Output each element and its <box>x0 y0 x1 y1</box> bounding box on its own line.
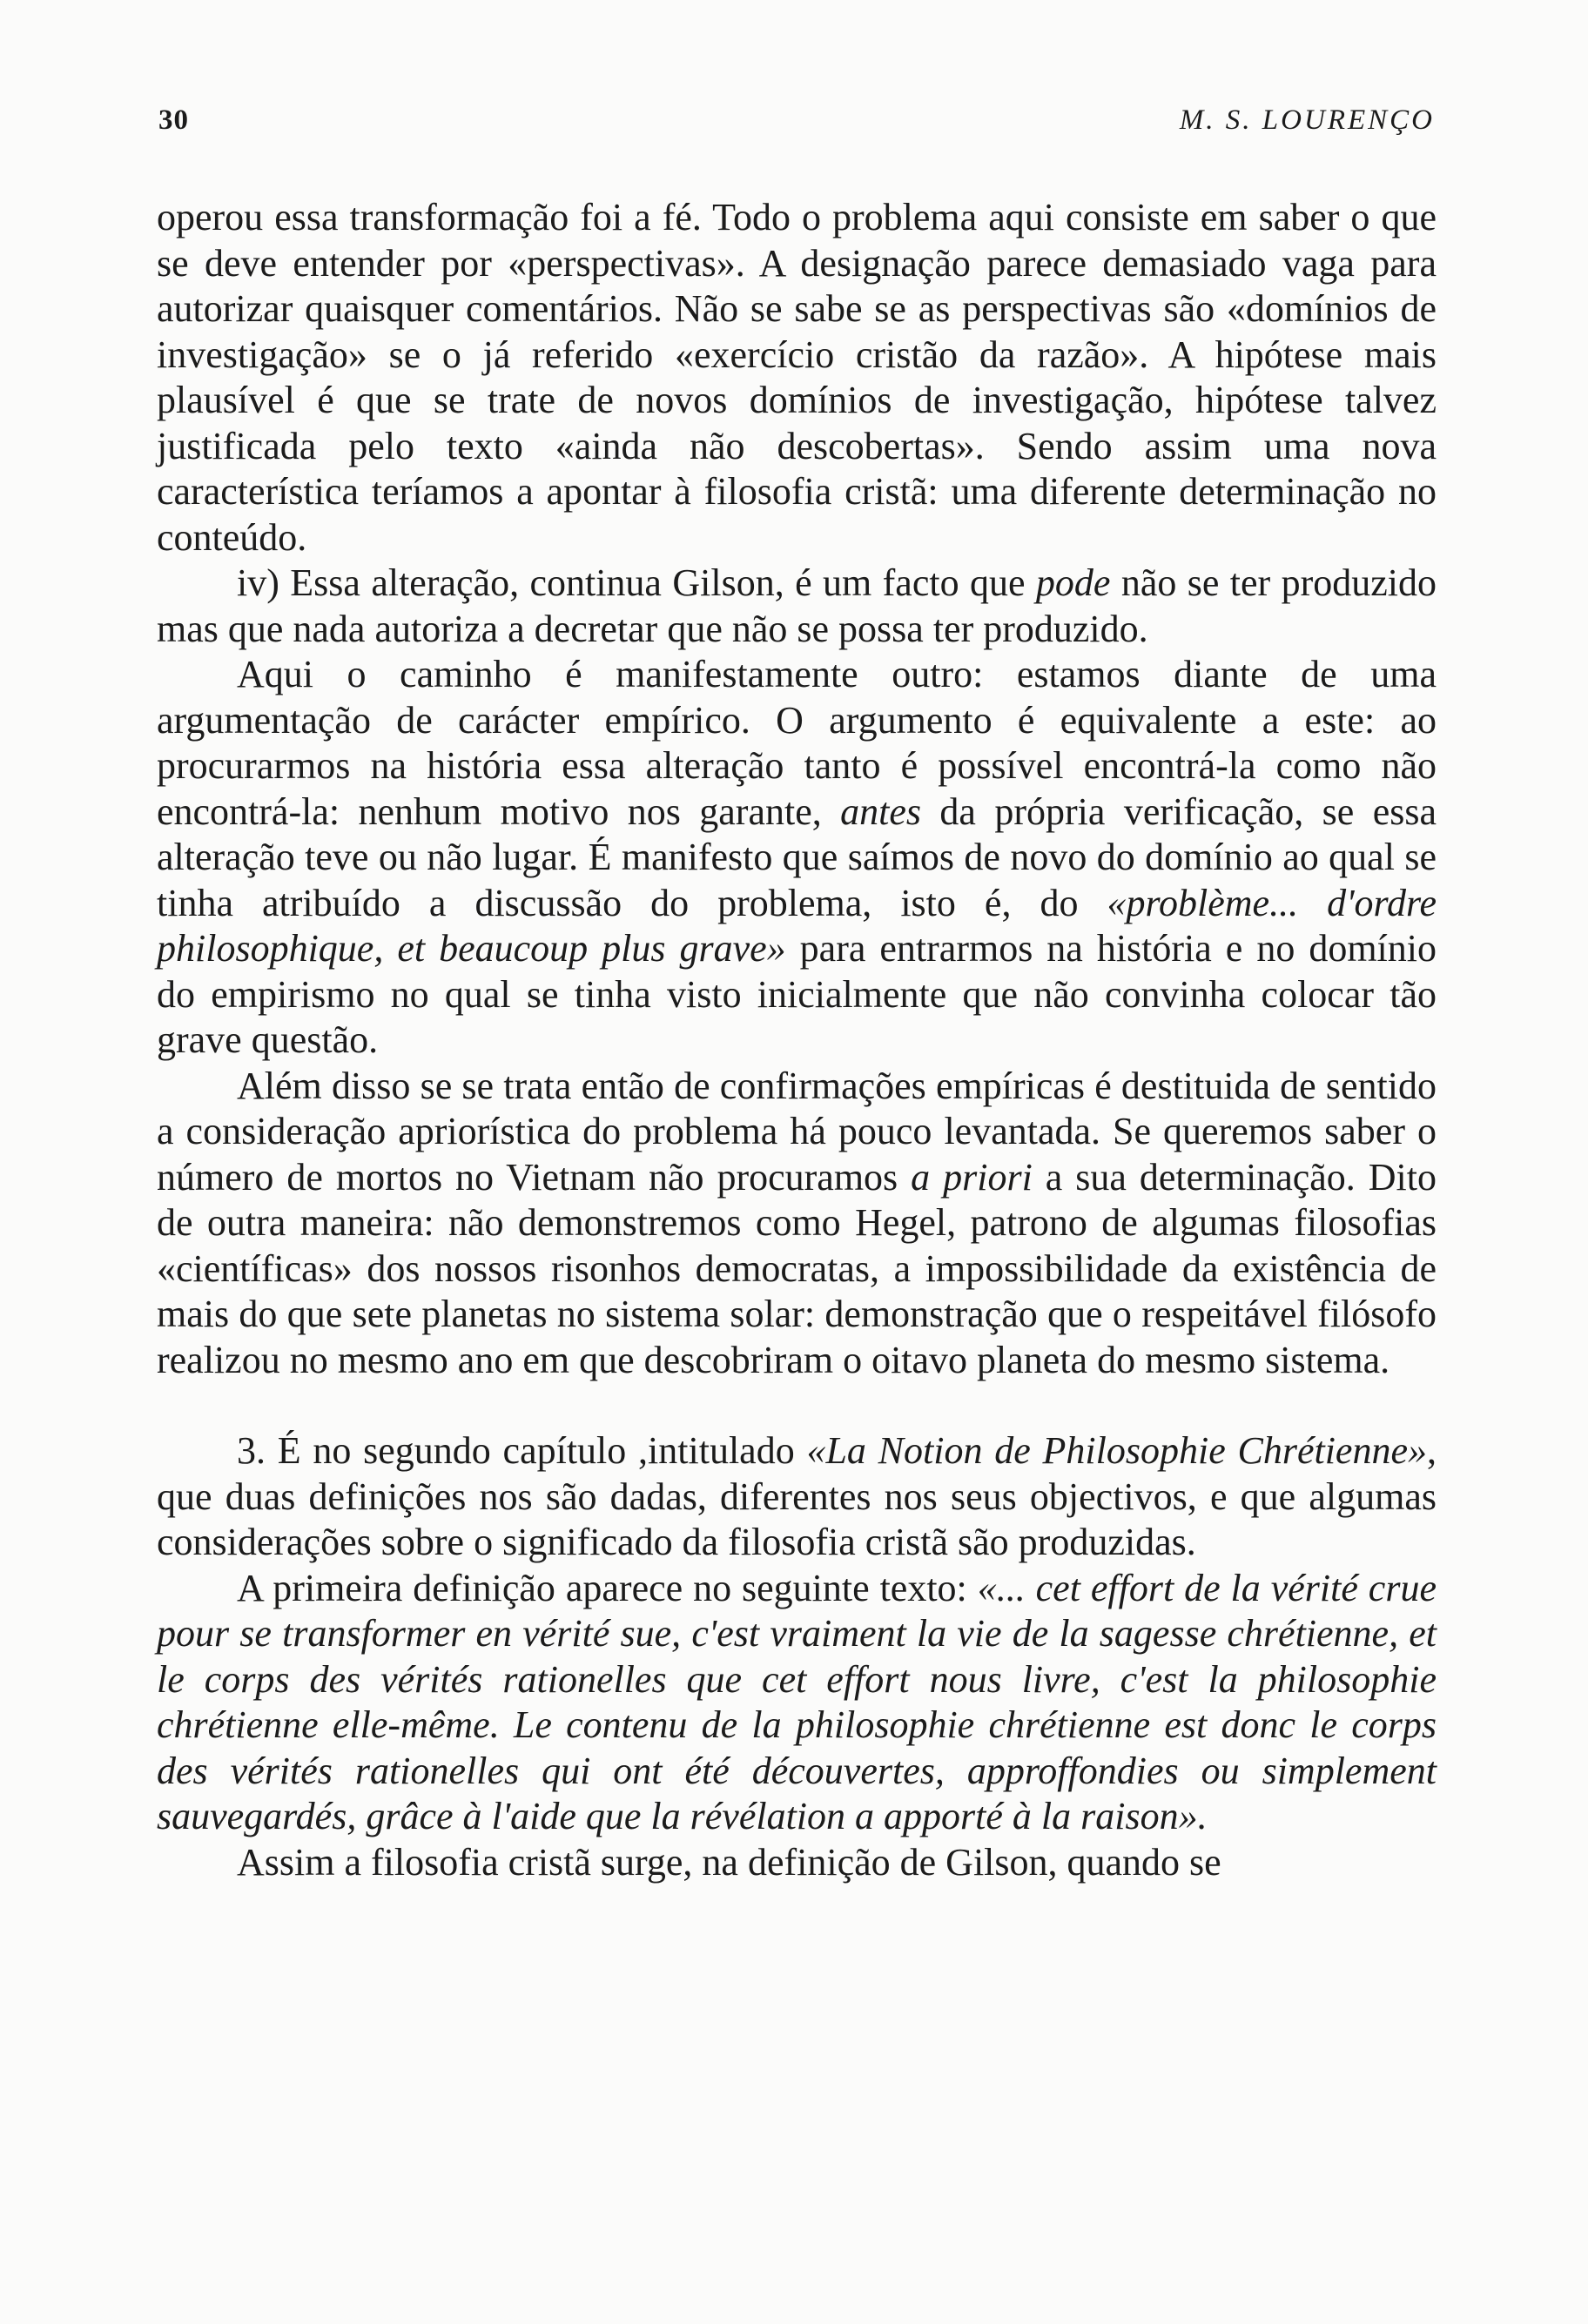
section-paragraph <box>157 1428 1437 1566</box>
text-segment: Assim a filosofia cristã surge, na definição de Gilson, quando se <box>237 1840 1221 1884</box>
text-segment: A primeira definição aparece no seguinte texto: <box>237 1566 978 1609</box>
section-gap <box>157 1383 1437 1428</box>
paragraph <box>157 561 1437 652</box>
text-segment: a sua determinação. Dito de outra maneira: não demonstremos como Hegel, patrono de algumas filosofias «científicas» dos nossos risonhos democratas, a impossibilidade da existência de mais do que sete planetas no sistema solar: demonstração que o respeitável filósofo realizou no mesmo ano em que descobriram o oitavo planeta do mesmo sistema. <box>157 1155 1437 1381</box>
text-segment: , que duas definições nos são dadas, diferentes nos seus objectivos, e que algumas considerações sobre o significado da filosofia cristã são produzidas. <box>157 1429 1437 1563</box>
running-author: M. S. LOURENÇO <box>1179 104 1435 136</box>
italic-text-segment: «problème... d'ordre philosophique, et beaucoup plus grave» <box>157 881 1437 970</box>
text-segment: Aqui o caminho é manifestamente outro: estamos diante de uma argumentação de carácter empírico. O argumento é equivalente a este: ao procurarmos na história essa alteração tanto é possível encontrá-la como não encontrá-la: nenhum motivo nos garante, <box>157 653 1437 833</box>
paragraph <box>157 1840 1437 1886</box>
text-segment: iv) Essa alteração, continua Gilson, é um facto que <box>237 561 1036 604</box>
text-segment: para entrarmos na história e no domínio do empirismo no qual se tinha visto inicialmente que não convinha colocar tão grave questão. <box>157 927 1437 1061</box>
text-segment: operou essa transformação foi a fé. Todo o problema aqui consiste em saber o que se deve entender por «perspectivas». A designação parece demasiado vaga para autorizar quaisquer comentários. Não se sabe se as perspectivas são «domínios de investigação» se o já referido «exercício cristão da razão». A hipótese mais plausível é que se trate de novos domínios de investigação, hipótese talvez justificada pelo texto «ainda não descobertas». Sendo assim uma nova característica teríamos a apontar à filosofia cristã: uma diferente determinação no conteúdo. <box>157 196 1437 559</box>
italic-text-segment: a priori <box>911 1155 1033 1199</box>
text-segment: não se ter produzido mas que nada autoriza a decretar que não se possa ter produzido. <box>157 561 1437 650</box>
paragraph <box>157 1064 1437 1384</box>
italic-text-segment: pode <box>1035 561 1111 604</box>
running-head <box>158 104 1435 143</box>
body-text <box>157 195 1437 1885</box>
text-segment: da própria verificação, se essa alteração teve ou não lugar. É manifesto que saímos de novo do domínio ao qual se tinha atribuído a discussão do problema, isto é, do <box>157 789 1437 924</box>
paragraph <box>157 195 1437 561</box>
text-segment: Além disso se se trata então de confirmações empíricas é destituida de sentido a consideração apriorística do problema há pouco levantada. Se queremos saber o número de mortos no Vietnam não procuramos <box>157 1064 1437 1199</box>
paragraph <box>157 1566 1437 1840</box>
italic-quotation: «... cet effort de la vérité crue pour se transformer en vérité sue, c'est vraiment la vie de la sagesse chrétienne, et le corps des vérités rationelles que cet effort nous livre, c'est la philosophie chrétienne elle-même. Le contenu de la philosophie chrétienne est donc le corps des vérités rationelles qui ont été découvertes, approffondies ou simplement sauvegardés, grâce à l'aide que la révélation a apporté à la raison». <box>157 1566 1437 1837</box>
italic-text-segment: antes <box>840 789 922 833</box>
page-number: 30 <box>158 104 189 136</box>
italic-text-segment: «La Notion de Philosophie Chrétienne» <box>806 1429 1427 1472</box>
paragraph <box>157 652 1437 1064</box>
text-segment: 3. É no segundo capítulo ,intitulado <box>237 1429 807 1472</box>
